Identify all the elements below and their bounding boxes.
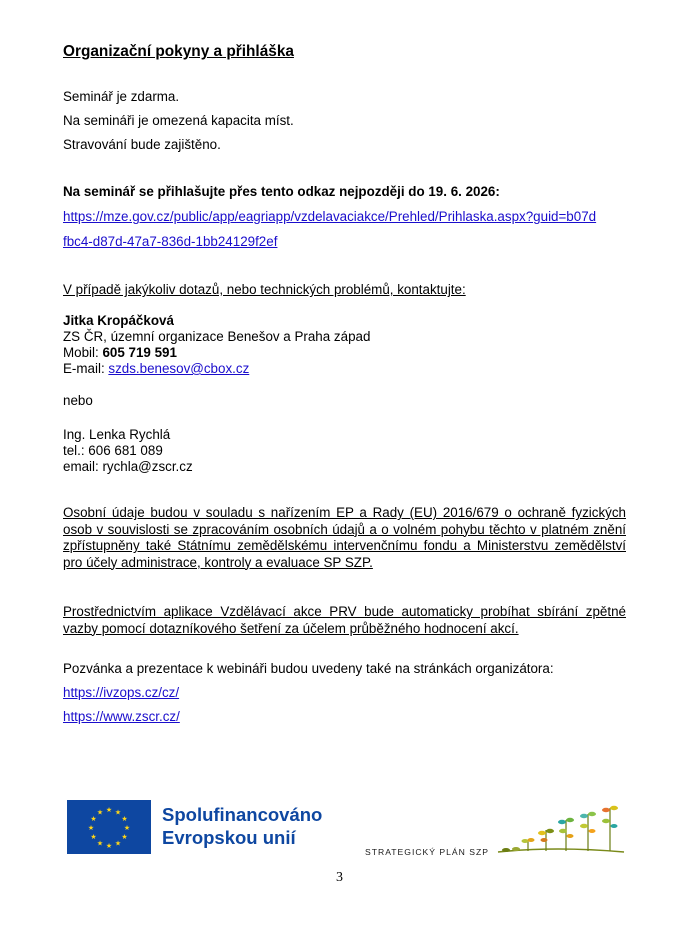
svg-text:★: ★	[90, 833, 97, 841]
szp-sprouts-logo	[496, 800, 630, 860]
svg-text:★: ★	[105, 842, 113, 850]
feedback-paragraph: Prostřednictvím aplikace Vzdělávací akce PRV bude automaticky probíhat sbírání zpětné vazby pomocí dotazníkového šetření za účelem průběžného hodnocení akcí.	[63, 604, 626, 636]
svg-text:★: ★	[90, 815, 97, 823]
svg-text:★: ★	[87, 824, 95, 832]
gdpr-paragraph: Osobní údaje budou v souladu s nařízením EP a Rady (EU) 2016/679 o ochraně fyzických osob v souvislosti se zpracováním osobních údajů a o volném pohybu těchto v platném znění zpřístupněny také Státnímu zemědělskému intervenčnímu fondu a Ministerstvu zemědělství pro účely administrace, kontroly a evaluace SP SZP.	[63, 505, 626, 570]
contact1-email-row	[63, 361, 249, 377]
info-capacity: Na semináři je omezená kapacita míst.	[63, 113, 294, 128]
invitation-link-ivzops[interactable]: https://ivzops.cz/cz/	[63, 685, 180, 700]
contact1-phone-row	[63, 345, 177, 361]
szp-label: STRATEGICKÝ PLÁN SZP	[365, 847, 489, 857]
svg-text:★: ★	[114, 808, 122, 817]
contact2-name: Ing. Lenka Rychlá	[63, 427, 171, 442]
eu-cofinanced-line1: Spolufinancováno	[162, 804, 323, 825]
svg-text:★: ★	[114, 839, 122, 848]
contact1-email-label: E-mail:	[63, 361, 109, 376]
svg-text:★: ★	[123, 824, 131, 832]
contact1-name: Jitka Kropáčková	[63, 313, 174, 328]
contact1-email-link[interactable]: szds.benesov@cbox.cz	[108, 361, 250, 376]
svg-text:★: ★	[96, 808, 104, 817]
svg-text:★: ★	[121, 833, 128, 841]
contact2-phone: tel.: 606 681 089	[63, 443, 163, 458]
invitation-link-zscr[interactable]: https://www.zscr.cz/	[63, 709, 180, 724]
contact1-phone: 605 719 591	[102, 345, 177, 360]
contact1-phone-label: Mobil:	[63, 345, 103, 360]
contact1-org: ZS ČR, územní organizace Benešov a Praha západ	[63, 329, 371, 344]
registration-heading: Na seminář se přihlašujte přes tento odkaz nejpozději do 19. 6. 2026:	[63, 184, 500, 199]
eu-flag-logo	[67, 800, 151, 854]
info-free: Seminář je zdarma.	[63, 89, 180, 104]
separator-text: nebo	[63, 393, 93, 408]
page-number: 3	[336, 870, 343, 885]
eu-cofinanced-line2: Evropskou unií	[162, 827, 296, 848]
contact2-email: email: rychla@zscr.cz	[63, 459, 193, 474]
svg-text:★: ★	[96, 839, 104, 848]
info-catering: Stravování bude zajištěno.	[63, 137, 221, 152]
svg-text:★: ★	[121, 815, 128, 823]
invitation-text: Pozvánka a prezentace k webináři budou uvedeny také na stránkách organizátora:	[63, 661, 554, 676]
page-title: Organizační pokyny a přihláška	[63, 43, 294, 60]
registration-link-line2[interactable]: fbc4-d87d-47a7-836d-1bb24129f2ef	[63, 234, 278, 249]
registration-link-line1[interactable]: https://mze.gov.cz/public/app/eagriapp/vzdelavaciakce/Prehled/Prihlaska.aspx?guid=b07d	[63, 209, 597, 224]
contact-heading: V případě jakýkoliv dotazů, nebo technických problémů, kontaktujte:	[63, 282, 466, 297]
svg-text:★: ★	[105, 806, 113, 814]
